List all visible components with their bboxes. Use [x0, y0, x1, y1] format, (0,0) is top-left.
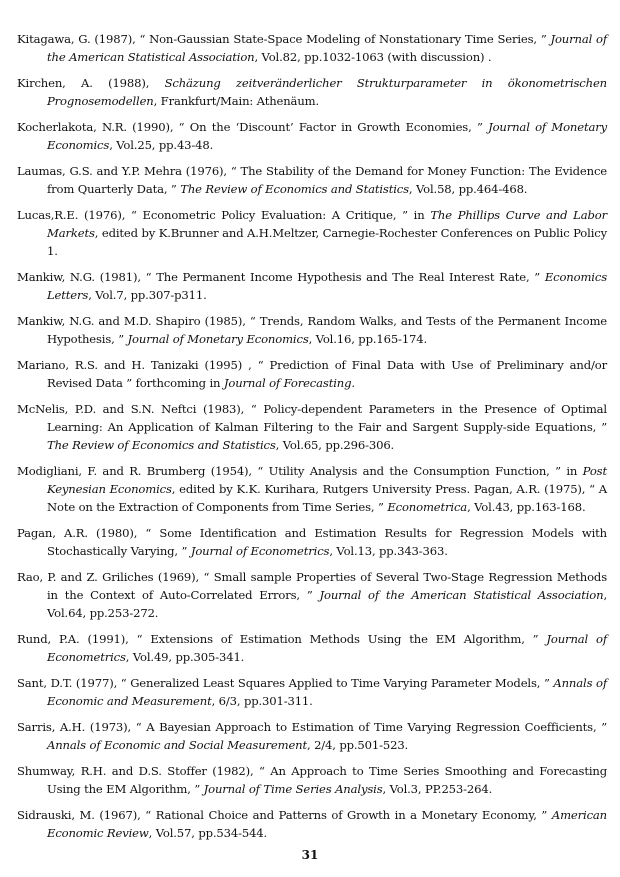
ref-source: Annals of Economic and Social Measurement: [47, 738, 307, 752]
ref-source: Journal of the American Statistical Association: [319, 588, 604, 602]
ref-text: Rao, P. and Z. Griliches (1969), “ Small sample Properties of Several Two-Stage Regression Methods in the Context of Auto-Correlated Errors, ”: [17, 570, 607, 602]
reference-entry-mcnelis: [17, 400, 607, 454]
ref-source: The Review of Economics and Statistics: [180, 182, 409, 196]
ref-details: , Vol.57, pp.534-544.: [148, 826, 268, 840]
ref-text: Kirchen, A. (1988),: [17, 76, 165, 90]
reference-entry-sarris: [17, 718, 607, 754]
ref-details: , edited by K.K. Kurihara, Rutgers University Press. Pagan, A.R. (1975), “ A Note on the Extraction of Components from Time Series, ”: [47, 482, 607, 514]
ref-source: The Review of Economics and Statistics: [47, 438, 276, 452]
ref-text: Rund, P.A. (1991), “ Extensions of Estimation Methods Using the EM Algorithm, ”: [17, 632, 547, 646]
reference-list: [17, 30, 607, 850]
ref-source: Economics Letters: [47, 270, 607, 302]
reference-entry-laumas: [17, 162, 607, 198]
reference-entry-kirchen: [17, 74, 607, 110]
ref-source: Annals of Economic and Measurement: [47, 676, 607, 708]
ref-details: , Vol.7, pp.307-p311.: [88, 288, 207, 302]
ref-text: Mariano, R.S. and H. Tanizaki (1995) , “ Prediction of Final Data with Use of Preliminary and/or Revised Data ” forthcoming in: [17, 358, 607, 390]
reference-entry-sidrauski: [17, 806, 607, 842]
ref-details: , Vol.64, pp.253-272.: [47, 588, 607, 620]
reference-entry-sant: [17, 674, 607, 710]
ref-text: Laumas, G.S. and Y.P. Mehra (1976), “ The Stability of the Demand for Money Function: The Evidence from Quarterly Data, ”: [17, 164, 607, 196]
ref-text: Sant, D.T. (1977), “ Generalized Least Squares Applied to Time Varying Parameter Models, ”: [17, 676, 554, 690]
reference-entry-kitagawa: [17, 30, 607, 66]
reference-entry-kocherlakota: [17, 118, 607, 154]
ref-source: The Phillips Curve and Labor Markets: [47, 208, 607, 240]
ref-text: Kocherlakota, N.R. (1990), “ On the ‘Discount’ Factor in Growth Economies, ”: [17, 120, 489, 134]
reference-entry-mankiw-shapiro: [17, 312, 607, 348]
ref-details: , Vol.65, pp.296-306.: [275, 438, 395, 452]
ref-text: Lucas,R.E. (1976), “ Econometric Policy Evaluation: A Critique, ” in: [17, 208, 431, 222]
page-number: 31: [301, 848, 319, 862]
ref-source: Journal of Econometrics: [47, 632, 607, 664]
ref-text: Shumway, R.H. and D.S. Stoffer (1982), “ An Approach to Time Series Smoothing and Forecasting Using the EM Algorithm, ”: [17, 764, 607, 796]
ref-text: McNelis, P.D. and S.N. Neftci (1983), “ Policy-dependent Parameters in the Presence of Optimal Learning: An Application of Kalman Filtering to the Fair and Sargent Supply-side Equations, ”: [17, 402, 607, 434]
ref-source: Journal of Monetary Economics: [127, 332, 309, 346]
reference-entry-shumway: [17, 762, 607, 798]
ref-details: , Vol.25, pp.43-48.: [109, 138, 214, 152]
reference-entry-pagan-1980: [17, 524, 607, 560]
ref-details: , Vol.3, PP.253-264.: [382, 782, 493, 796]
reference-entry-mankiw-1981: [17, 268, 607, 304]
ref-source: Econometrica: [387, 500, 468, 514]
ref-details: , edited by K.Brunner and A.H.Meltzer, Carnegie-Rochester Conferences on Public Policy 1.: [47, 226, 607, 258]
ref-source: Journal of Time Series Analysis: [203, 782, 383, 796]
ref-details: , Vol.58, pp.464-468.: [408, 182, 528, 196]
ref-source: American Economic Review: [47, 808, 607, 840]
ref-text: Kitagawa, G. (1987), “ Non-Gaussian State-Space Modeling of Nonstationary Time Series, ”: [17, 32, 551, 46]
ref-details: , 2/4, pp.501-523.: [307, 738, 409, 752]
ref-details: , Vol.16, pp.165-174.: [308, 332, 428, 346]
reference-entry-lucas: [17, 206, 607, 260]
ref-source: Schäzung zeitveränderlicher Strukturparameter in ökonometrischen Prognosemodellen: [47, 76, 607, 108]
ref-details: , Vol.49, pp.305-341.: [125, 650, 245, 664]
ref-source: Journal of the American Statistical Association: [47, 32, 607, 64]
reference-entry-mariano: [17, 356, 607, 392]
ref-text: Pagan, A.R. (1980), “ Some Identification and Estimation Results for Regression Models with Stochastically Varying, ”: [17, 526, 607, 558]
ref-details: , Vol.13, pp.343-363.: [329, 544, 448, 558]
ref-source: Journal of Econometrics: [190, 544, 330, 558]
ref-source: Journal of Monetary Economics: [47, 120, 608, 152]
ref-details: , Vol.82, pp.1032-1063 (with discussion) .: [254, 50, 492, 64]
ref-details: , Vol.43, pp.163-168.: [467, 500, 586, 514]
ref-text: Mankiw, N.G. (1981), “ The Permanent Income Hypothesis and The Real Interest Rate, ”: [17, 270, 545, 284]
reference-entry-rao: [17, 568, 607, 622]
reference-entry-modigliani: [17, 462, 607, 516]
ref-details: , 6/3, pp.301-311.: [211, 694, 313, 708]
ref-source: Journal of Forecasting.: [223, 376, 355, 390]
ref-details: , Frankfurt/Main: Athenäum.: [153, 94, 320, 108]
reference-entry-rund: [17, 630, 607, 666]
ref-source: Post Keynesian Economics: [47, 464, 607, 496]
ref-text: Sidrauski, M. (1967), “ Rational Choice and Patterns of Growth in a Monetary Economy, ”: [17, 808, 552, 822]
ref-text: Sarris, A.H. (1973), “ A Bayesian Approach to Estimation of Time Varying Regression Coefficients, ”: [17, 720, 607, 734]
ref-text: Modigliani, F. and R. Brumberg (1954), “ Utility Analysis and the Consumption Function, ” in: [17, 464, 583, 478]
ref-text: Mankiw, N.G. and M.D. Shapiro (1985), “ Trends, Random Walks, and Tests of the Permanent Income Hypothesis, ”: [17, 314, 607, 346]
